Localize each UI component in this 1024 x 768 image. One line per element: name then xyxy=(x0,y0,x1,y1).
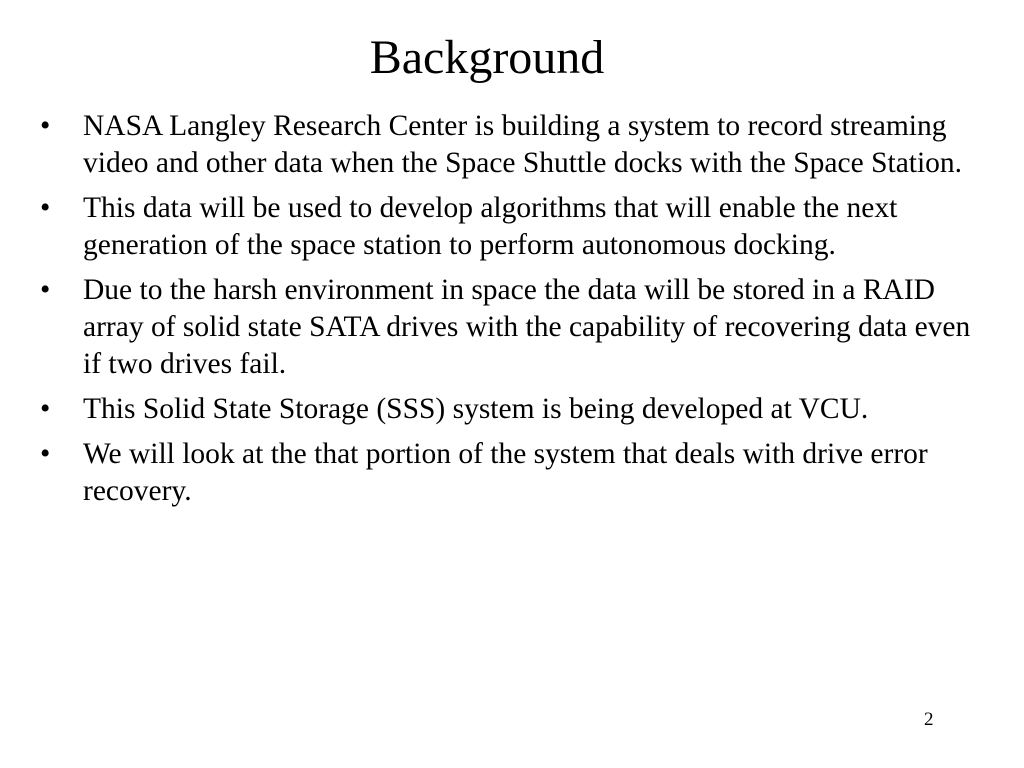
bullet-item xyxy=(36,272,971,383)
bullet-icon: • xyxy=(40,274,51,306)
page-number: 2 xyxy=(924,709,934,730)
bullet-icon: • xyxy=(40,110,51,142)
bullet-text: We will look at the that portion of the system that deals with drive error recovery. xyxy=(83,438,928,507)
bullet-text: Due to the harsh environment in space the data will be stored in a RAID array of solid state SATA drives with the capability of recovering data even if two drives fail. xyxy=(83,274,971,380)
bullet-item xyxy=(36,391,971,428)
bullet-icon: • xyxy=(40,438,51,470)
bullet-item xyxy=(36,108,971,182)
bullet-icon: • xyxy=(40,393,51,425)
bullet-item xyxy=(36,190,971,264)
bullet-text: NASA Langley Research Center is building a system to record streaming video and other data when the Space Shuttle docks with the Space Station. xyxy=(83,110,963,179)
slide-title: Background xyxy=(369,31,605,84)
bullet-icon: • xyxy=(40,192,51,224)
bullet-item xyxy=(36,436,971,510)
bullet-text: This Solid State Storage (SSS) system is being developed at VCU. xyxy=(83,393,869,425)
bullet-text: This data will be used to develop algorithms that will enable the next generation of the space station to perform autonomous docking. xyxy=(83,192,898,261)
bullet-list xyxy=(36,108,971,518)
